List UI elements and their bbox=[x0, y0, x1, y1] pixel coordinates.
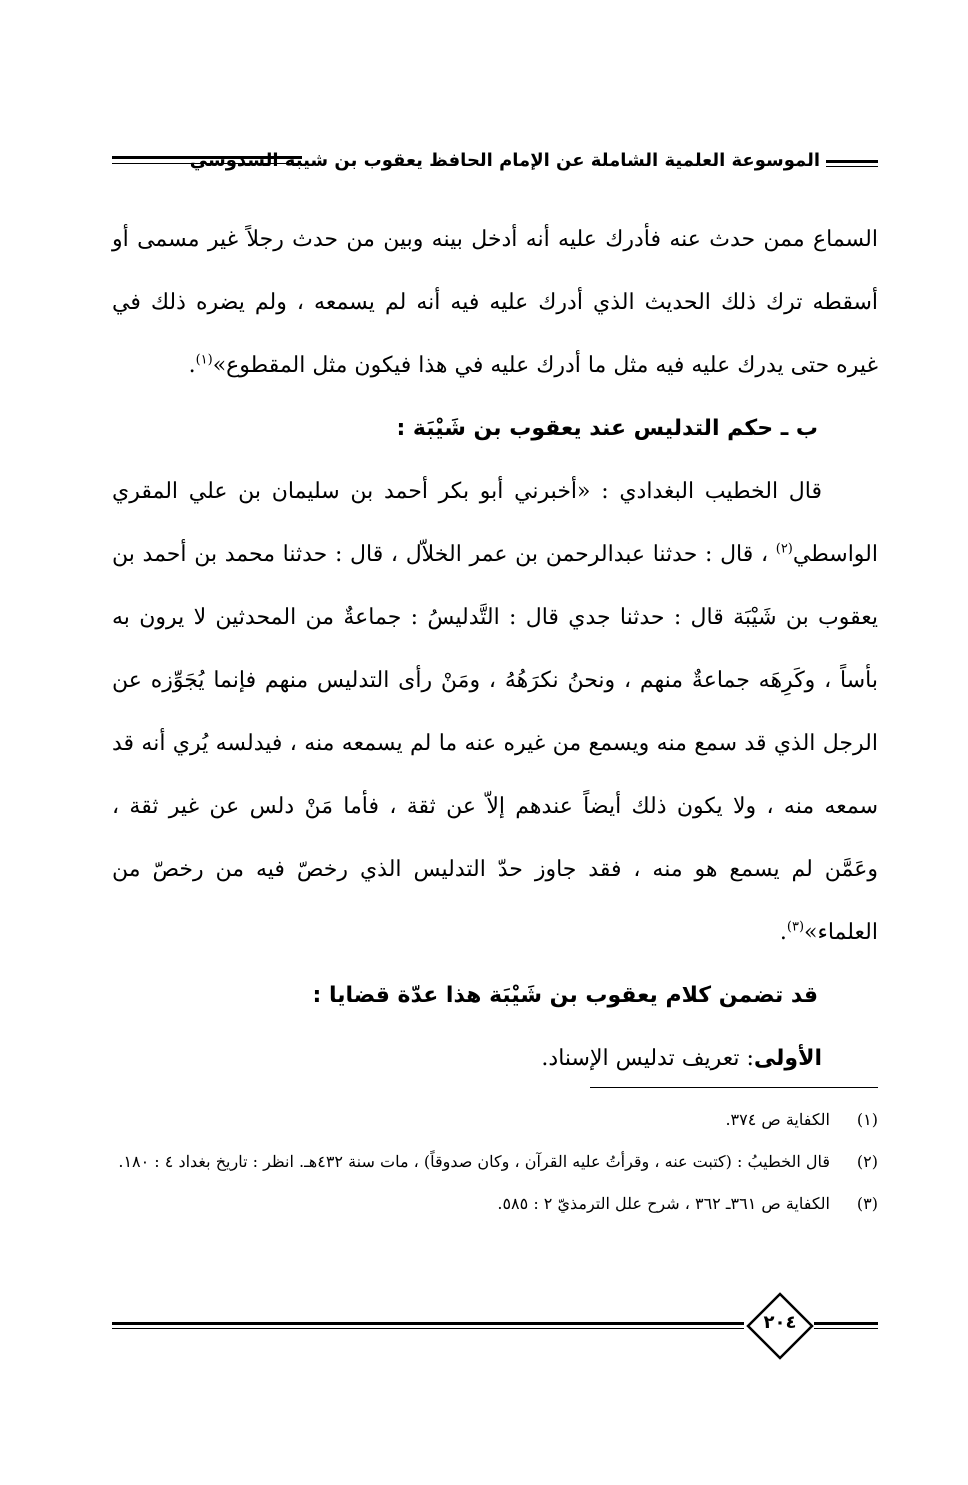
footnote-text: قال الخطيبُ : (كتبت عنه ، وقرأتُ عليه القرآن ، وكان صدوقاً) ، مات سنة ٤٣٢هـ. انظر : تاريخ بغداد ٤ : ١٨٠. bbox=[118, 1152, 830, 1171]
section-heading-b: ب ـ حكم التدليس عند يعقوب بن شَيْبَة : bbox=[396, 416, 818, 441]
page-number: ٢٠٤ bbox=[763, 1312, 797, 1333]
footnote-2 bbox=[112, 1146, 878, 1178]
footnote-number: (١) bbox=[856, 1110, 878, 1129]
footnote-3 bbox=[112, 1188, 878, 1220]
section-heading-issues: قد تضمن كلام يعقوب بن شَيْبَة هذا عدّة قضايا : bbox=[312, 983, 818, 1008]
footer-rule-left bbox=[112, 1322, 744, 1329]
footnote-number: (٣) bbox=[856, 1194, 878, 1213]
paragraph-1-text: السماع ممن حدث عنه فأدرك عليه أنه أدخل بينه وبين من حدث رجلاً غير مسمى أو أسقطه ترك ذلك الحديث الذي أدرك عليه فيه أنه لم يسمعه ، ولم يضره ذلك في غيره حتى يدرك عليه فيه مثل ما أدرك عليه في هذا فيكون مثل المقطوع» bbox=[112, 227, 878, 378]
header-title: الموسوعة العلمية الشاملة عن الإمام الحافظ يعقوب بن شيبة السدوسي bbox=[189, 150, 820, 171]
footnotes bbox=[112, 1104, 878, 1230]
paragraph-1-end: . bbox=[188, 353, 196, 378]
footnote-separator bbox=[590, 1087, 878, 1088]
paragraph-2-end: . bbox=[779, 920, 787, 945]
footnote-text: الكفاية ص ٣٧٤. bbox=[725, 1110, 830, 1129]
main-text bbox=[112, 208, 878, 1090]
paragraph-2 bbox=[112, 460, 878, 964]
footnote-text: الكفاية ص ٣٦١ـ ٣٦٢ ، شرح علل الترمذيّ ٢ : ٥٨٥. bbox=[497, 1194, 830, 1213]
paragraph-3 bbox=[112, 1027, 878, 1090]
paragraph-1 bbox=[112, 208, 878, 397]
paragraph-2-text-b: ، قال : حدثنا عبدالرحمن بن عمر الخلاّل ، قال : حدثنا محمد بن أحمد بن يعقوب بن شَيْبَة قال : حدثنا جدي قال : التَّدليسُ : جماعةٌ من المحدثين لا يرون به بأساً ، وكَرِهَه جماعةٌ منهم ، ونحنُ نكرَهُهُ ، ومَنْ رأى التدليس منهم فإنما يُجَوِّزه عن الرجل الذي قد سمع منه ويسمع من غيره عنه ما لم يسمعه منه ، فيدلسه يُري أنه قد سمعه منه ، ولا يكون ذلك أيضاً عندهم إلاّ عن ثقة ، فأما مَنْ دلس عن غير ثقة ، وعَمَّن لم يسمع هو منه ، فقد جاوز حدّ التدليس الذي رخصّ فيه من رخصّ من العلماء» bbox=[112, 542, 878, 945]
footnote-number: (٢) bbox=[856, 1152, 878, 1171]
footer-rule-right bbox=[814, 1322, 878, 1329]
footnote-ref-3: (٣) bbox=[786, 919, 805, 935]
paragraph-2-text-a: قال الخطيب البغدادي : «أخبرني أبو بكر أحمد بن سليمان بن علي المقري الواسطي bbox=[112, 479, 878, 567]
header-rule-right bbox=[826, 160, 878, 167]
footnote-ref-1: (١) bbox=[195, 352, 213, 368]
first-issue-text: : تعريف تدليس الإسناد. bbox=[541, 1046, 754, 1071]
footnote-1 bbox=[112, 1104, 878, 1136]
footnote-ref-2: (٢) bbox=[775, 541, 793, 557]
running-header bbox=[112, 148, 878, 188]
first-issue-label: الأولى bbox=[753, 1046, 822, 1071]
